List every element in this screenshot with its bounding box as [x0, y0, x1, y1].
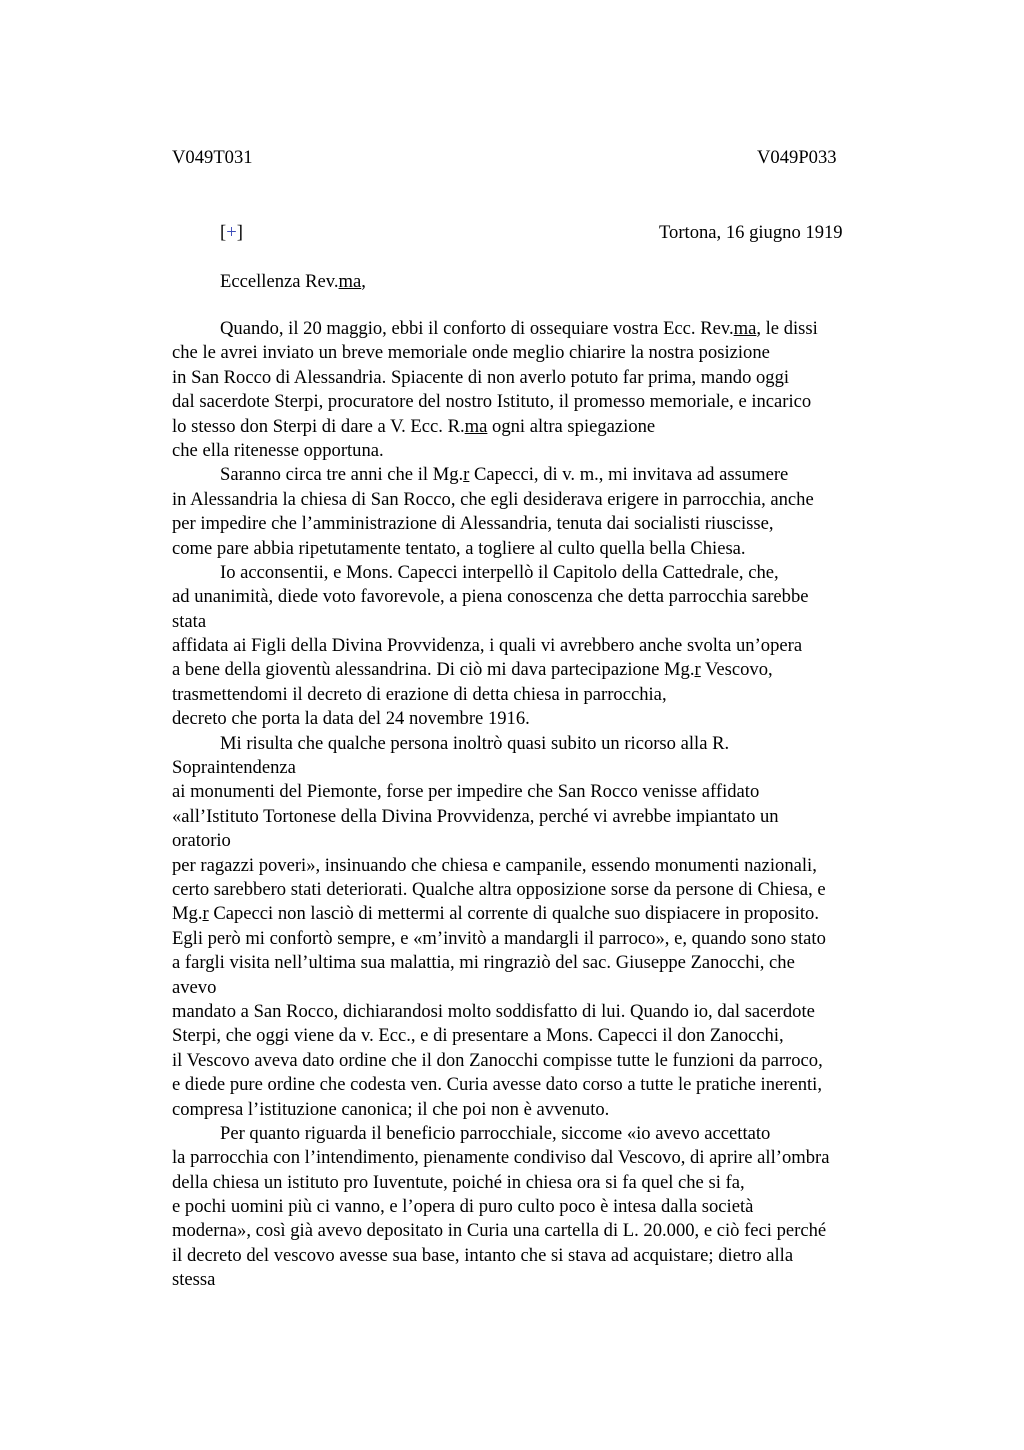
text-line — [172, 976, 912, 1000]
text-line — [172, 854, 912, 878]
text-line — [172, 390, 912, 414]
text-line — [172, 537, 912, 561]
text-run: a bene della gioventù alessandrina. Di ciò mi dava partecipazione Mg. — [172, 659, 695, 681]
text-run: trasmettendomi il decreto di erazione di detta chiesa in parrocchia, — [172, 683, 667, 705]
text-line — [172, 1024, 912, 1048]
text-run: per impedire che l’amministrazione di Alessandria, tenuta dai socialisti riuscisse, — [172, 513, 774, 535]
text-run: a fargli visita nell’ultima sua malattia, mi ringraziò del sac. Giuseppe Zanocchi, che — [172, 952, 795, 974]
text-line — [172, 1098, 912, 1122]
marker-open: [ — [220, 222, 227, 243]
text-run: Sopraintendenza — [172, 757, 296, 779]
text-run: , le dissi — [756, 318, 818, 339]
text-run: dal sacerdote Sterpi, procuratore del nostro Istituto, il promesso memoriale, e incarico — [172, 391, 812, 413]
text-run: che le avrei inviato un breve memoriale onde meglio chiarire la nostra posizione — [172, 342, 770, 364]
editor-marker — [220, 221, 243, 245]
text-line — [172, 1122, 912, 1146]
text-run: il decreto del vescovo avesse sua base, intanto che si stava ad acquistare; dietro alla — [172, 1244, 794, 1266]
text-run: Sterpi, che oggi viene da v. Ecc., e di presentare a Mons. Capecci il don Zanocchi, — [172, 1025, 784, 1047]
text-run: Mi risulta che qualche persona inoltrò quasi subito un ricorso alla R. — [220, 732, 730, 754]
text-line — [172, 1219, 912, 1243]
text-line — [172, 1146, 912, 1170]
text-run: «all’Istituto Tortonese della Divina Provvidenza, perché vi avrebbe impiantato un — [172, 805, 779, 827]
text-run: ai monumenti del Piemonte, forse per impedire che San Rocco venisse affidato — [172, 781, 760, 803]
text-run: che ella ritenesse opportuna. — [172, 439, 384, 461]
text-run: stata — [172, 610, 207, 632]
header-left-code: V049T031 — [172, 147, 253, 168]
text-line — [172, 707, 912, 731]
place-date: Tortona, 16 giugno 1919 — [659, 222, 843, 243]
text-line — [172, 610, 912, 634]
text-line — [172, 1049, 912, 1073]
text-run: per ragazzi poveri», insinuando che chiesa e campanile, essendo monumenti nazionali, — [172, 854, 817, 876]
header-right-code: V049P033 — [757, 147, 837, 168]
text-run: Quando, il 20 maggio, ebbi il conforto di ossequiare vostra Ecc. Rev. — [220, 318, 734, 339]
text-run: lo stesso don Sterpi di dare a V. Ecc. R. — [172, 415, 465, 437]
text-line — [172, 415, 912, 439]
text-run: Io acconsentii, e Mons. Capecci interpellò il Capitolo della Cattedrale, che, — [220, 561, 779, 583]
text-line — [172, 927, 912, 951]
text-run: compresa l’istituzione canonica; il che poi non è avvenuto. — [172, 1098, 610, 1120]
text-run: Saranno circa tre anni che il Mg. — [220, 464, 464, 486]
salutation — [220, 270, 366, 294]
text-line — [172, 463, 912, 487]
text-run: e diede pure ordine che codesta ven. Curia avesse dato corso a tutte le pratiche inerenti, — [172, 1074, 822, 1096]
text-run: della chiesa un istituto pro Iuventute, poiché in chiesa ora si fa quel che si fa, — [172, 1171, 745, 1193]
superscript-abbr: r — [463, 464, 470, 486]
text-line — [172, 488, 912, 512]
superscript-abbr: ma — [464, 415, 488, 437]
text-run: Vescovo, — [700, 659, 773, 681]
text-line — [172, 756, 912, 780]
superscript-abbr: r — [694, 659, 701, 681]
text-line — [172, 1195, 912, 1219]
text-line — [172, 1244, 912, 1268]
text-run: ogni altra spiegazione — [487, 415, 656, 437]
text-run: Per quanto riguarda il beneficio parrocchiale, siccome «io avevo accettato — [220, 1122, 771, 1144]
text-line — [172, 878, 912, 902]
text-run: stessa — [172, 1269, 216, 1291]
marker-close: ] — [236, 222, 243, 243]
text-run: decreto che porta la data del 24 novembre 1916. — [172, 708, 530, 730]
text-run: certo sarebbero stati deteriorati. Qualche altra opposizione sorse da persone di Chiesa, e — [172, 878, 826, 900]
text-run: la parrocchia con l’intendimento, pienamente condiviso dal Vescovo, di aprire all’ombra — [172, 1147, 830, 1169]
text-line — [172, 683, 912, 707]
text-line — [172, 439, 912, 463]
text-run: come pare abbia ripetutamente tentato, a togliere al culto quella bella Chiesa. — [172, 537, 746, 559]
text-line — [172, 585, 912, 609]
text-line — [172, 732, 912, 756]
text-line — [172, 1000, 912, 1024]
letter-body — [172, 317, 912, 1293]
text-line — [172, 1171, 912, 1195]
text-run: il Vescovo aveva dato ordine che il don Zanocchi compisse tutte le funzioni da parroco, — [172, 1049, 823, 1071]
text-run: oratorio — [172, 830, 231, 852]
text-line — [172, 634, 912, 658]
text-line — [172, 317, 912, 341]
text-line — [172, 366, 912, 390]
text-line — [172, 805, 912, 829]
text-line — [172, 780, 912, 804]
text-line — [172, 1073, 912, 1097]
salutation-tail: , — [361, 271, 366, 292]
text-line — [172, 951, 912, 975]
text-line — [172, 561, 912, 585]
salutation-abbr: ma — [338, 271, 362, 292]
text-line — [172, 829, 912, 853]
text-run: ad unanimità, diede voto favorevole, a piena conoscenza che detta parrocchia sarebbe — [172, 586, 809, 608]
text-run: Egli però mi confortò sempre, e «m’invitò a mandargli il parroco», e, quando sono stato — [172, 927, 826, 949]
text-line — [172, 512, 912, 536]
text-run: moderna», così già avevo depositato in Curia una cartella di L. 20.000, e ciò feci perché — [172, 1220, 827, 1242]
text-run: Capecci non lasciò di mettermi al corrente di qualche suo dispiacere in proposito. — [208, 903, 819, 925]
text-run: mandato a San Rocco, dichiarandosi molto soddisfatto di lui. Quando io, dal sacerdote — [172, 1000, 815, 1022]
text-run: Mg. — [172, 903, 203, 925]
text-run: affidata ai Figli della Divina Provvidenza, i quali vi avrebbero anche svolta un’opera — [172, 635, 803, 657]
expand-plus-link[interactable]: + — [226, 222, 237, 243]
text-run: in San Rocco di Alessandria. Spiacente di non averlo potuto far prima, mando oggi — [172, 366, 790, 388]
text-line — [172, 341, 912, 365]
text-run: e pochi uomini più ci vanno, e l’opera di puro culto poco è intesa dalla società — [172, 1196, 754, 1218]
salutation-text: Eccellenza Rev. — [220, 271, 339, 292]
text-line — [172, 1268, 912, 1292]
text-line — [172, 902, 912, 926]
text-line — [172, 658, 912, 682]
superscript-abbr: ma — [733, 318, 757, 339]
text-run: avevo — [172, 976, 217, 998]
text-run: Capecci, di v. m., mi invitava ad assumere — [469, 464, 789, 486]
superscript-abbr: r — [202, 903, 209, 925]
text-run: in Alessandria la chiesa di San Rocco, che egli desiderava erigere in parrocchia, anche — [172, 488, 814, 510]
